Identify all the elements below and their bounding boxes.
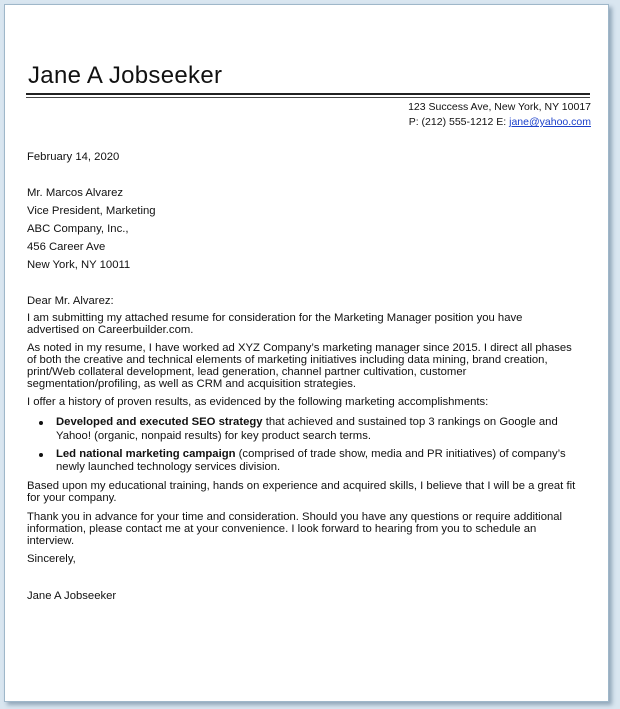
- paragraph-line: print/Web collateral development, lead generation, channel partner cultivation, customer: [27, 365, 467, 378]
- paragraph-experience: [27, 343, 589, 391]
- header-rule-thin: [26, 97, 590, 98]
- paragraph-line: As noted in my resume, I have worked ad XYZ Company’s marketing manager since 2015. I direct all phases: [27, 342, 572, 354]
- recipient-company: ABC Company, Inc.,: [27, 223, 129, 235]
- header-rule-thick: [26, 93, 590, 95]
- sender-name: Jane A Jobseeker: [28, 62, 223, 89]
- paragraph-line: I offer a history of proven results, as evidenced by the following marketing accomplishments:: [27, 396, 489, 408]
- paragraph-line: for your company.: [27, 491, 117, 504]
- sender-phone-email: [408, 115, 591, 130]
- list-item: [56, 448, 591, 476]
- bullet-text: that achieved and sustained top 3 rankings on Google and: [262, 416, 558, 428]
- paragraph-line: segmentation/profiling, as well as CRM and acquisition strategies.: [27, 377, 357, 390]
- list-item: [56, 416, 591, 444]
- bullet-bold-text: Led national marketing campaign: [56, 447, 236, 460]
- sender-phone: P: (212) 555-1212 E:: [408, 116, 510, 128]
- paragraph-line: interview.: [27, 534, 75, 547]
- paragraph-intro: [27, 313, 589, 337]
- bullet-text: (comprised of trade show, media and PR initiatives) of company’s: [235, 447, 566, 460]
- bullet-bold-text: Developed and executed SEO strategy: [56, 416, 263, 428]
- paragraph-results: [27, 397, 589, 409]
- accomplishment-list: [56, 416, 591, 479]
- paragraph-fit: [27, 481, 589, 505]
- paragraph-line: Thank you in advance for your time and consideration. Should you have any questions or require additional: [27, 511, 563, 523]
- bullet-text-line2: newly launched technology services division.: [56, 461, 281, 474]
- letter-date: February 14, 2020: [27, 151, 120, 163]
- paragraph-line: Based upon my educational training, hands on experience and acquired skills, I believe that I will be a great fit: [27, 480, 576, 492]
- paragraph-line: of both the creative and technical elements of marketing initiatives including data mining, brand creation,: [27, 353, 548, 366]
- paragraph-line: I am submitting my attached resume for consideration for the Marketing Manager position you have: [27, 312, 523, 324]
- recipient-city: New York, NY 10011: [27, 259, 131, 271]
- recipient-street: 456 Career Ave: [27, 241, 106, 253]
- closing: Sincerely,: [27, 553, 76, 565]
- signature: Jane A Jobseeker: [27, 590, 117, 602]
- paragraph-line: advertised on Careerbuilder.com.: [27, 323, 194, 336]
- salutation: Dear Mr. Alvarez:: [27, 295, 114, 307]
- paragraph-thanks: [27, 512, 589, 548]
- bullet-text-line2: Yahoo! (organic, nonpaid results) for key product search terms.: [56, 429, 371, 442]
- bullet-icon: [39, 421, 43, 425]
- recipient-title: Vice President, Marketing: [27, 205, 156, 217]
- paragraph-line: information, please contact me at your convenience. I look forward to hearing from you to schedule an: [27, 522, 537, 535]
- bullet-icon: [39, 453, 43, 457]
- sender-contact: [408, 100, 591, 130]
- recipient-name: Mr. Marcos Alvarez: [27, 187, 124, 199]
- sender-address: 123 Success Ave, New York, NY 10017: [408, 101, 591, 113]
- sender-email-link[interactable]: jane@yahoo.com: [509, 116, 591, 128]
- letter-page: [4, 4, 609, 702]
